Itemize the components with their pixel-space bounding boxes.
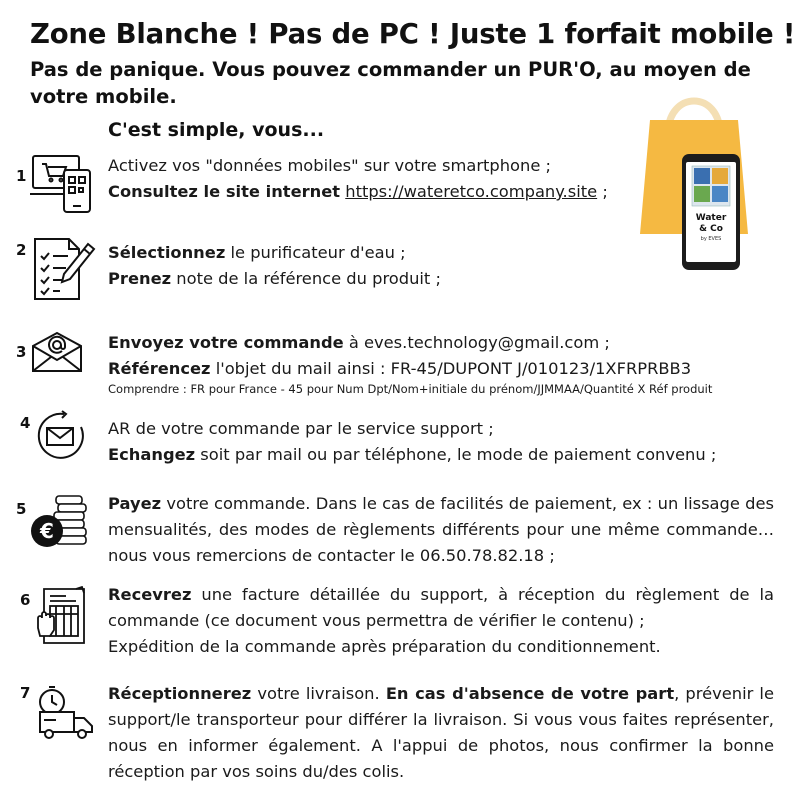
brand-line2: & Co: [699, 224, 723, 234]
step-number: 6: [20, 591, 31, 609]
email-at-icon: [30, 330, 84, 374]
step-7-text: Réceptionnerez votre livraison. En cas d'absence de votre part, prévenir le support/le transporteur pour différer la livraison. Si vous vous faites représenter, nous en informer également. A l'appui de photos, nous confirmer la bonne réception par vos soins du/des colis.: [108, 684, 774, 781]
svg-text:€: €: [40, 519, 54, 543]
step-number: 1: [16, 167, 27, 185]
euro-coins-icon: [30, 494, 90, 550]
step-2-text: Sélectionnez le purificateur d'eau ; Prenez note de la référence du produit ;: [108, 243, 441, 288]
checklist-pen-icon: [32, 236, 96, 302]
step-3-text: Envoyez votre commande à eves.technology@gmail.com ; Référencez l'objet du mail ainsi : FR-45/DUPONT J/010123/1XFRPRBB3 Comprendre : FR pour France - 45 pour Num Dpt/Nom+initiale du prénom/JJMMAA/Quantité X Réf produit: [108, 333, 713, 396]
step-number: 3: [16, 343, 27, 361]
page-title: Zone Blanche ! Pas de PC ! Juste 1 forfait mobile !: [30, 18, 796, 50]
step-number: 4: [20, 414, 31, 432]
step-number: 7: [20, 684, 31, 702]
step-number: 5: [16, 500, 27, 518]
mail-refresh-icon: [34, 410, 86, 462]
step-number: 2: [16, 241, 27, 259]
step-4-text: AR de votre commande par le service support ; Echangez soit par mail ou par téléphone, le mode de paiement convenu ;: [108, 419, 717, 464]
step-5-text: Payez votre commande. Dans le cas de facilités de paiement, ex : un lissage des mensualités, des modes de règlements différents pour une même commande…nous vous remercions de contacter le 06.50.78.82.18 ;: [108, 494, 774, 565]
website-link[interactable]: https://wateretco.company.site: [345, 182, 598, 201]
intro-heading: C'est simple, vous...: [108, 119, 325, 141]
computer-phone-qr-icon: [30, 152, 94, 214]
invoice-hand-icon: [36, 586, 92, 646]
brand-line1: Water: [695, 213, 727, 223]
step-1-text: Activez vos "données mobiles" sur votre smartphone ; Consultez le site internet https://wateretco.company.site ;: [108, 156, 608, 201]
shopping-bag-phone-illustration: [636, 82, 752, 276]
brand-tagline: by EVES: [700, 236, 722, 242]
page-subtitle: Pas de panique. Vous pouvez commander un PUR'O, au moyen de votre mobile.: [30, 58, 751, 108]
delivery-truck-clock-icon: [36, 682, 96, 742]
reference-explanation: Comprendre : FR pour France - 45 pour Num Dpt/Nom+initiale du prénom/JJMMAA/Quantité X Réf produit: [108, 382, 713, 396]
email-address: à eves.technology@gmail.com ;: [343, 333, 610, 352]
step-6-text: Recevrez une facture détaillée du support, à réception du règlement de la commande (ce document vous permettra de vérifier le contenu) ; Expédition de la commande après préparation du conditionnement.: [108, 585, 774, 656]
